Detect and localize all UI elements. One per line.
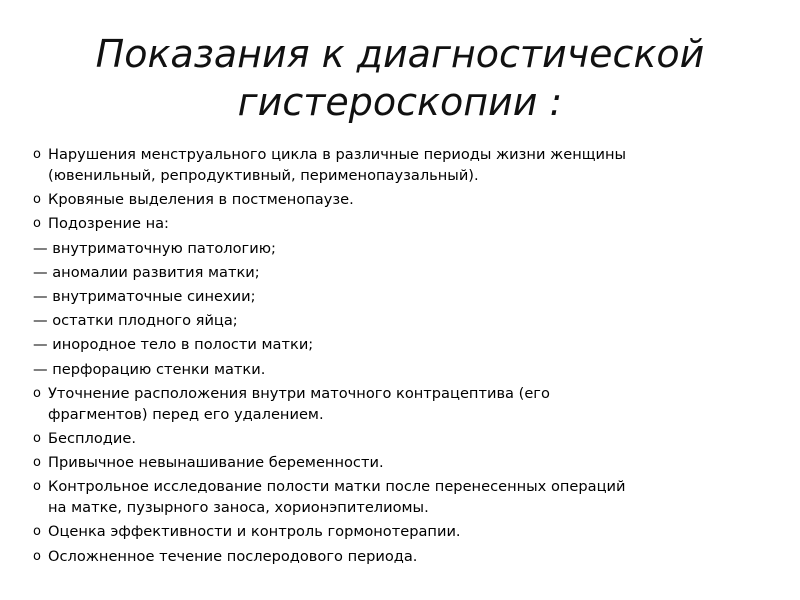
list-item-line: Контрольное исследование полости матки после перенесенных операций: [48, 478, 626, 496]
list-item-line: Кровяные выделения в постменопаузе.: [48, 191, 354, 209]
bullet-marker-icon: o: [33, 216, 41, 232]
list-item-line: Нарушения менструального цикла в различные периоды жизни женщины: [48, 146, 627, 163]
list-item-line: Бесплодие.: [48, 429, 137, 447]
bullet-marker-icon: o: [33, 548, 41, 564]
slide-title-line-1: Показания к диагностической: [95, 32, 705, 76]
bullet-marker-icon: o: [33, 479, 41, 495]
bullet-marker-icon: o: [33, 192, 41, 208]
dash-list-item: [33, 286, 773, 307]
list-item-text: [33, 238, 773, 259]
bullet-list-item: [33, 546, 773, 567]
list-item-line: — аномалии развития матки;: [33, 263, 260, 281]
bullet-list-item: [33, 189, 773, 210]
bullet-list-item: [33, 452, 773, 473]
dash-list-item: [33, 359, 773, 380]
list-item-text: [48, 476, 773, 518]
list-item-text: [33, 310, 773, 331]
list-item-text: [48, 144, 773, 186]
bullet-list-item: [33, 521, 773, 542]
list-item-text: [48, 546, 773, 567]
bullet-marker-icon: o: [33, 147, 41, 162]
bullet-marker-icon: o: [33, 385, 41, 401]
bullet-list-item: [33, 144, 773, 186]
dash-list-item: [33, 262, 773, 283]
list-item-line: Подозрение на:: [48, 215, 169, 233]
list-item-line: — внутриматочную патологию;: [33, 239, 276, 257]
list-item-line: — инородное тело в полости матки;: [33, 336, 314, 354]
list-item-text: [48, 452, 773, 473]
list-item-line: — остатки плодного яйца;: [33, 312, 238, 330]
slide-title-line-2: гистероскопии :: [237, 80, 563, 124]
bullet-marker-icon: o: [33, 430, 41, 446]
list-item-text: [48, 383, 773, 425]
list-item-line: — перфорацию стенки матки.: [33, 360, 266, 378]
list-item-text: [33, 359, 773, 380]
list-item-line: Оценка эффективности и контроль гормонотерапии.: [48, 523, 461, 541]
list-item-text: [48, 428, 773, 449]
bullet-list-item: [33, 213, 773, 234]
list-item-line: Уточнение расположения внутри маточного контрацептива (его: [48, 384, 550, 402]
list-item-text: [33, 262, 773, 283]
list-item-text: [33, 334, 773, 355]
list-item-line: Осложненное течение послеродового периода.: [48, 547, 418, 565]
bullet-list-item: [33, 476, 773, 518]
list-item-text: [33, 286, 773, 307]
bullet-marker-icon: o: [33, 524, 41, 540]
list-item-text: [48, 521, 773, 542]
bullet-list-item: [33, 383, 773, 425]
list-item-text: [48, 213, 773, 234]
indications-list: [33, 144, 773, 570]
list-item-line: (ювенильный, репродуктивный, перименопаузальный).: [48, 167, 479, 184]
bullet-list-item: [33, 428, 773, 449]
bullet-marker-icon: o: [33, 455, 41, 471]
dash-list-item: [33, 334, 773, 355]
dash-list-item: [33, 310, 773, 331]
list-item-text: [48, 189, 773, 210]
slide-title: [0, 30, 800, 126]
dash-list-item: [33, 238, 773, 259]
list-item-line: фрагментов) перед его удалением.: [48, 405, 324, 423]
list-item-line: на матке, пузырного заноса, хорионэпителиомы.: [48, 499, 429, 517]
list-item-line: Привычное невынашивание беременности.: [48, 454, 384, 472]
list-item-line: — внутриматочные синехии;: [33, 287, 256, 305]
